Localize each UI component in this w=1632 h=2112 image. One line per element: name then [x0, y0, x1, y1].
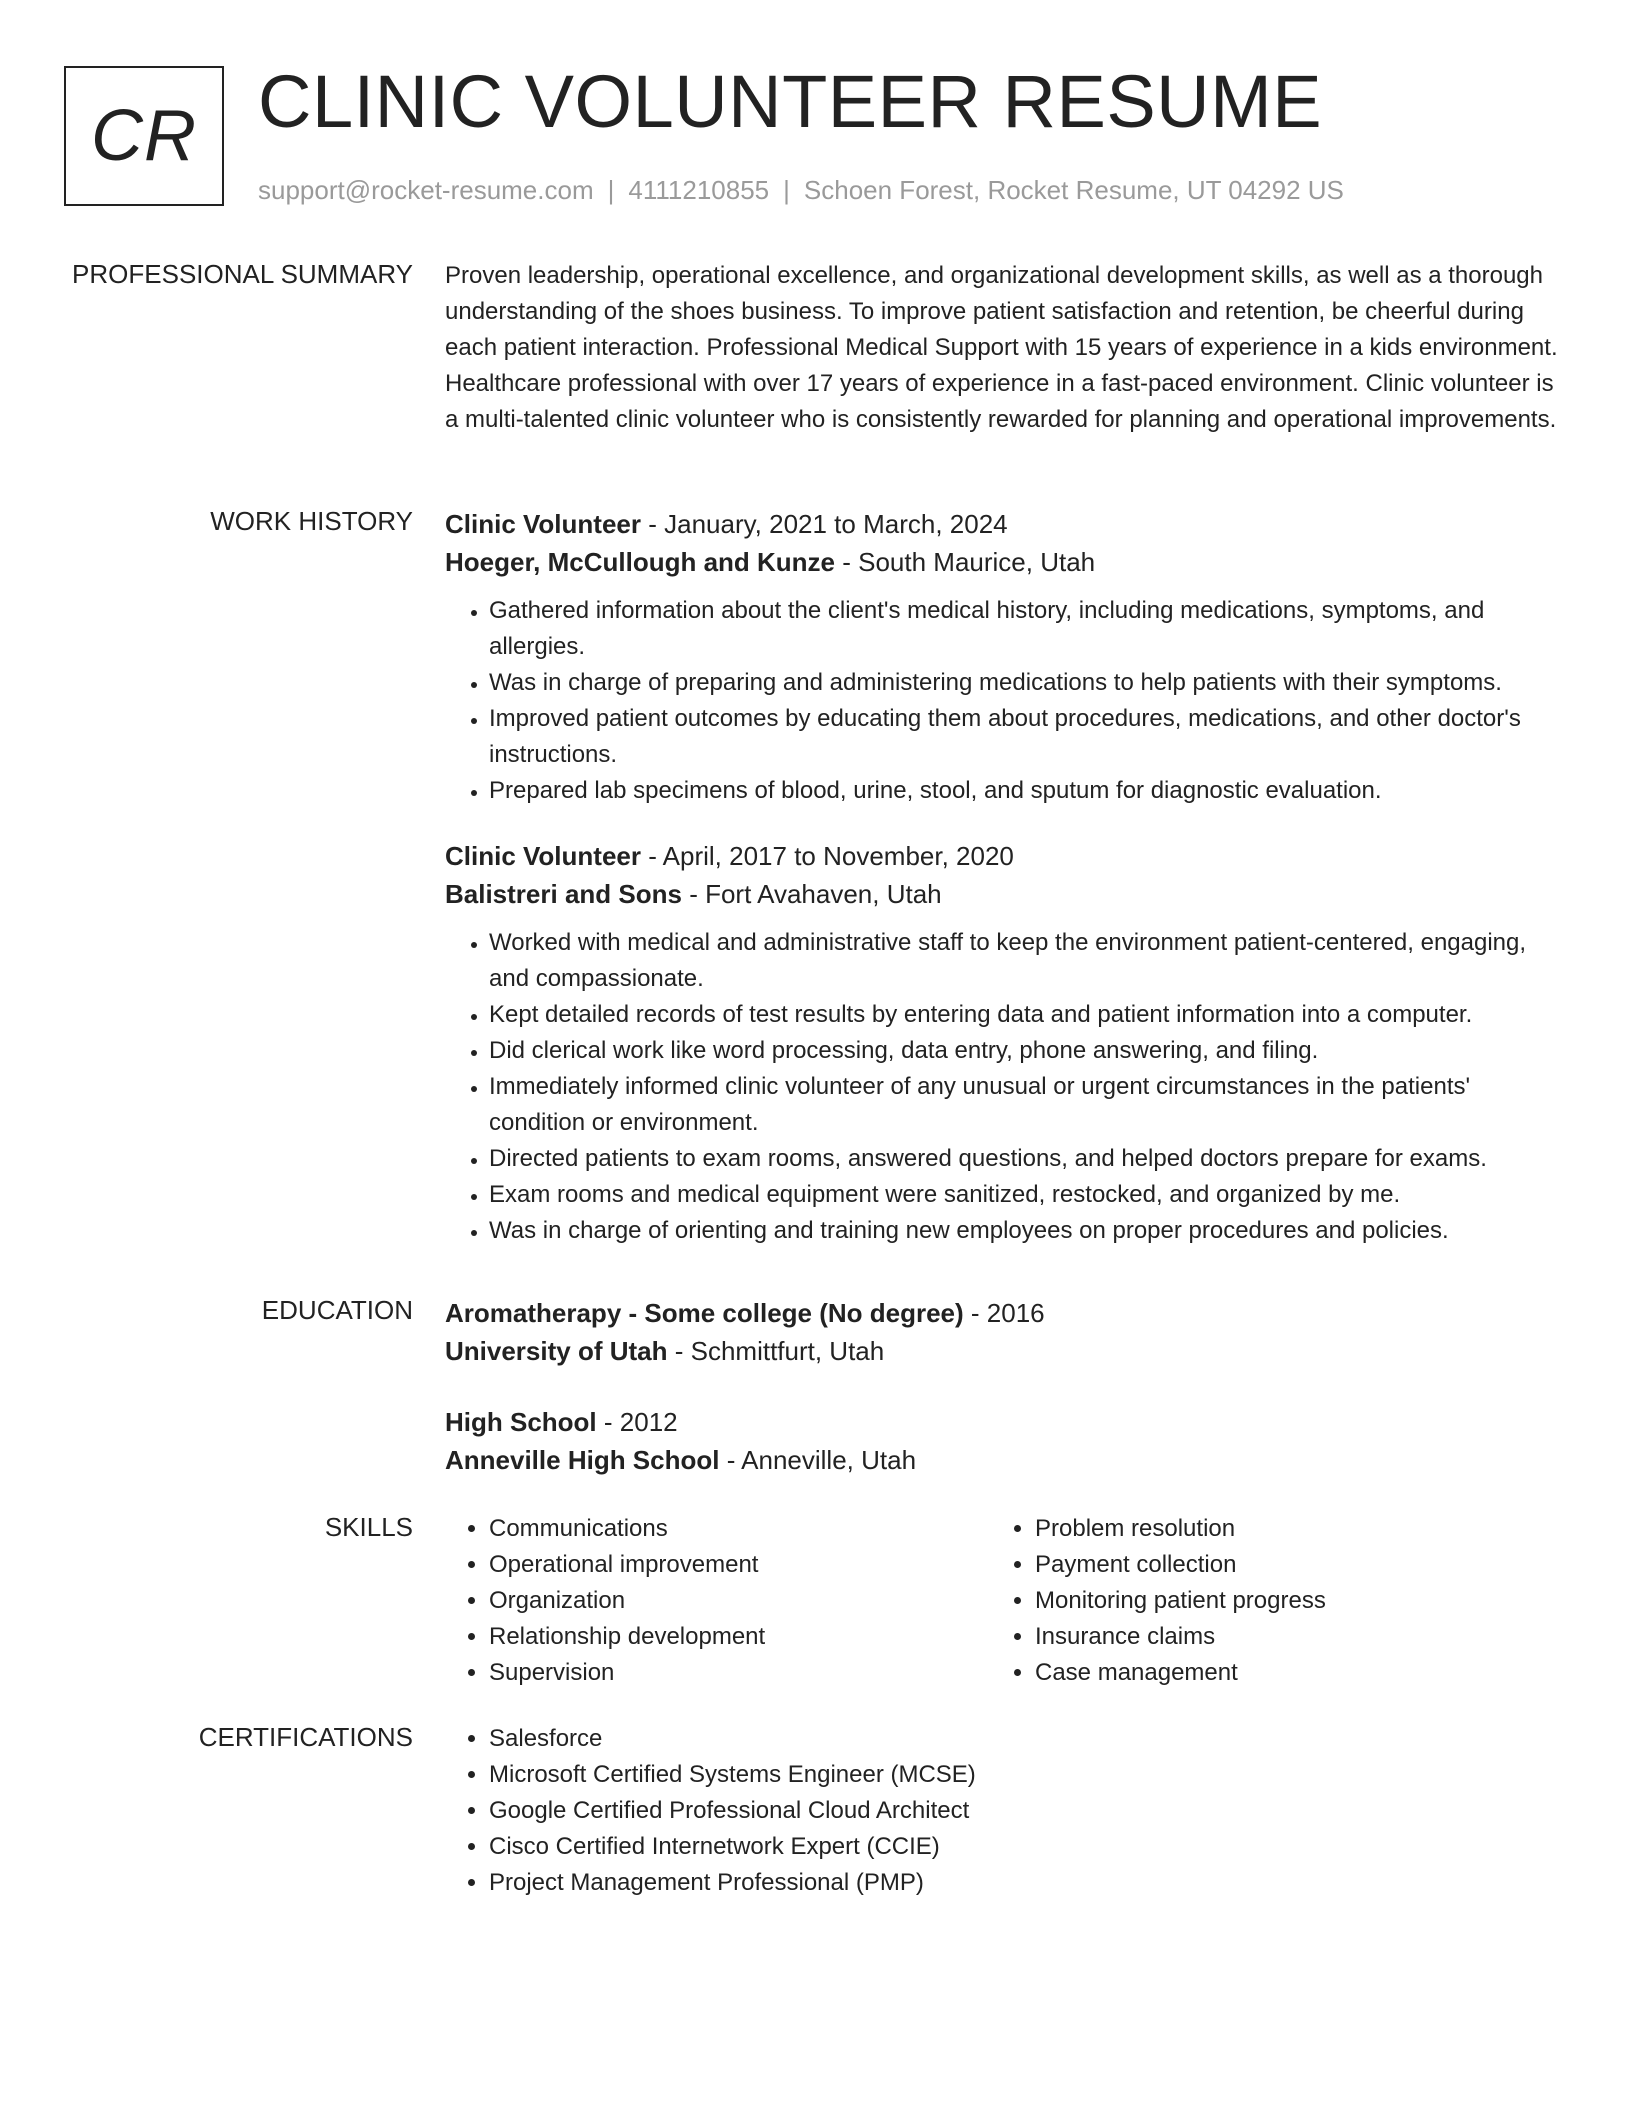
job-location: - South Maurice, Utah — [835, 547, 1096, 577]
skill-item: • Operational improvement — [489, 1547, 991, 1583]
certifications-list — [445, 1721, 1560, 1901]
job-entry — [445, 837, 1560, 1249]
education-year: - 2016 — [963, 1298, 1045, 1328]
job-title: Clinic Volunteer — [445, 841, 641, 871]
job-dates: - January, 2021 to March, 2024 — [641, 509, 1008, 539]
job-duties-list — [445, 925, 1560, 1249]
job-duty-item: • Was in charge of orienting and training new employees on proper procedures and policies. — [489, 1213, 1560, 1249]
job-duty-item: • Directed patients to exam rooms, answered questions, and helped doctors prepare for exams. — [489, 1141, 1560, 1177]
job-duty-item: • Immediately informed clinic volunteer of any unusual or urgent circumstances in the patients' condition or environment. — [489, 1069, 1560, 1141]
job-duty-item: • Exam rooms and medical equipment were sanitized, restocked, and organized by me. — [489, 1177, 1560, 1213]
education-degree: Aromatherapy - Some college (No degree) — [445, 1298, 964, 1328]
contact-phone[interactable]: 4111210855 — [628, 175, 770, 205]
summary-text: Proven leadership, operational excellence, and organizational development skills, as well as a thorough understanding of the shoes business. To improve patient satisfaction and retention, be cheerful during each patient interaction. Professional Medical Support with 15 years of experience in a kids environment. Healthcare professional with over 17 years of experience in a fast-paced environment. Clinic volunteer is a multi-talented clinic volunteer who is consistently rewarded for planning and operational improvements. — [445, 262, 1558, 433]
certifications-heading: CERTIFICATIONS — [198, 1722, 413, 1752]
job-title-line — [445, 837, 1560, 875]
job-company: Balistreri and Sons — [445, 879, 682, 909]
work-history-heading: WORK HISTORY — [210, 506, 413, 536]
work-history-body — [445, 505, 1560, 1249]
certifications-body — [445, 1721, 1560, 1901]
monogram-badge — [64, 66, 224, 206]
job-company-line — [445, 875, 1560, 913]
skill-item: • Payment collection — [1035, 1547, 1537, 1583]
job-duty-item: • Did clerical work like word processing, data entry, phone answering, and filing. — [489, 1033, 1560, 1069]
education-degree: High School — [445, 1407, 597, 1437]
job-dates: - April, 2017 to November, 2020 — [641, 841, 1014, 871]
education-school-line — [445, 1332, 1560, 1370]
certification-item: • Project Management Professional (PMP) — [489, 1865, 1560, 1901]
contact-separator: | — [783, 175, 790, 205]
contact-line — [258, 174, 1344, 206]
job-duty-item: • Was in charge of preparing and administering medications to help patients with their symptoms. — [489, 665, 1560, 701]
job-title-line — [445, 505, 1560, 543]
skills-heading: SKILLS — [324, 1512, 413, 1542]
monogram-text: CR — [91, 96, 197, 176]
contact-separator: | — [607, 175, 615, 205]
skill-item: • Case management — [1035, 1655, 1537, 1691]
skill-item: • Insurance claims — [1035, 1619, 1537, 1655]
skill-item: • Supervision — [489, 1655, 991, 1691]
job-company-line — [445, 543, 1560, 581]
job-entry — [445, 505, 1560, 809]
skill-item: • Communications — [489, 1511, 991, 1547]
job-location: - Fort Avahaven, Utah — [681, 879, 942, 909]
certification-item: • Google Certified Professional Cloud Architect — [489, 1793, 1560, 1829]
skills-column-right — [991, 1511, 1537, 1691]
education-year: - 2012 — [596, 1407, 678, 1437]
education-school-line — [445, 1441, 1560, 1479]
education-school: University of Utah — [445, 1336, 668, 1366]
skill-item: • Relationship development — [489, 1619, 991, 1655]
education-school: Anneville High School — [445, 1445, 720, 1475]
job-company: Hoeger, McCullough and Kunze — [445, 547, 836, 577]
job-duty-item: • Gathered information about the client's medical history, including medications, symptoms, and allergies. — [489, 593, 1560, 665]
education-heading: EDUCATION — [261, 1295, 413, 1325]
job-duty-item: • Kept detailed records of test results by entering data and patient information into a computer. — [489, 997, 1560, 1033]
education-body — [445, 1294, 1560, 1479]
skills-body — [445, 1511, 1560, 1691]
certification-item: • Microsoft Certified Systems Engineer (MCSE) — [489, 1757, 1560, 1793]
certification-item: • Cisco Certified Internetwork Expert (CCIE) — [489, 1829, 1560, 1865]
skills-list — [991, 1511, 1537, 1691]
education-location: - Schmittfurt, Utah — [667, 1336, 885, 1366]
contact-email[interactable]: support@rocket-resume.com — [258, 175, 594, 205]
skills-column-left — [445, 1511, 991, 1691]
job-title: Clinic Volunteer — [445, 509, 641, 539]
education-entry — [445, 1403, 1560, 1479]
skill-item: • Organization — [489, 1583, 991, 1619]
education-degree-line — [445, 1403, 1560, 1441]
education-location: - Anneville, Utah — [719, 1445, 917, 1475]
job-duty-item: • Improved patient outcomes by educating them about procedures, medications, and other doctor's instructions. — [489, 701, 1560, 773]
summary-body — [445, 258, 1560, 438]
skill-item: • Monitoring patient progress — [1035, 1583, 1537, 1619]
skill-item: • Problem resolution — [1035, 1511, 1537, 1547]
education-entry — [445, 1294, 1560, 1370]
job-duties-list — [445, 593, 1560, 809]
job-duty-item: • Prepared lab specimens of blood, urine, stool, and sputum for diagnostic evaluation. — [489, 773, 1560, 809]
contact-address: Schoen Forest, Rocket Resume, UT 04292 US — [803, 175, 1344, 205]
education-degree-line — [445, 1294, 1560, 1332]
job-duty-item: • Worked with medical and administrative staff to keep the environment patient-centered, engaging, and compassionate. — [489, 925, 1560, 997]
skills-list — [445, 1511, 991, 1691]
resume-title: CLINIC VOLUNTEER RESUME — [258, 60, 1323, 143]
summary-heading: PROFESSIONAL SUMMARY — [72, 259, 413, 289]
certification-item: • Salesforce — [489, 1721, 1560, 1757]
